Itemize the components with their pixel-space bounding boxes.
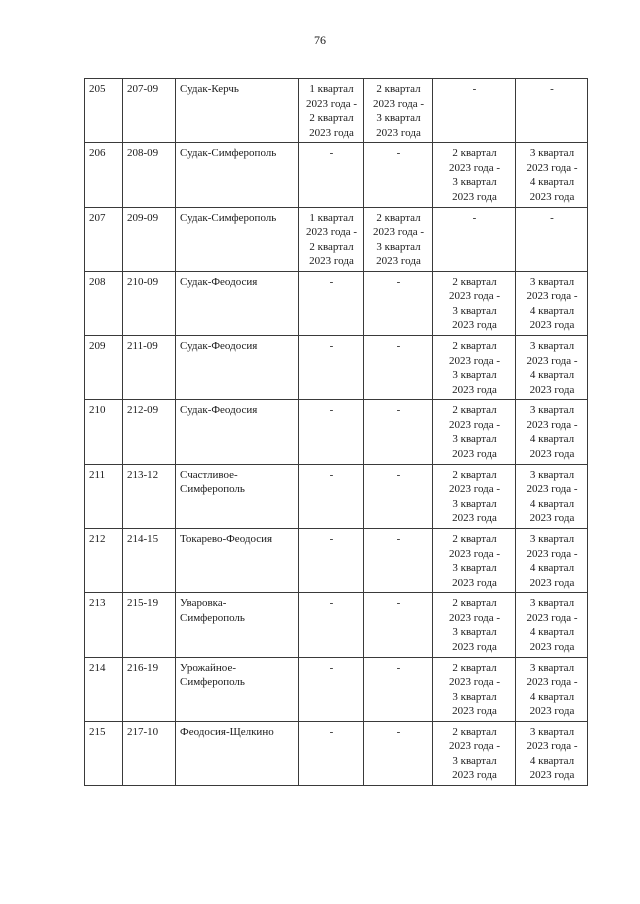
period-3-cell: - bbox=[433, 207, 516, 271]
period-2-cell: 2 квартал 2023 года - 3 квартал 2023 года bbox=[364, 207, 433, 271]
period-1-cell: - bbox=[299, 336, 364, 400]
period-3-cell: 2 квартал 2023 года - 3 квартал 2023 года bbox=[433, 400, 516, 464]
route-code-cell: 208-09 bbox=[123, 143, 176, 207]
row-number-cell: 209 bbox=[85, 336, 123, 400]
period-1-cell: - bbox=[299, 721, 364, 785]
row-number-cell: 205 bbox=[85, 79, 123, 143]
route-name-cell: Судак-Феодосия bbox=[176, 400, 299, 464]
period-2-cell: 2 квартал 2023 года - 3 квартал 2023 года bbox=[364, 79, 433, 143]
row-number-cell: 206 bbox=[85, 143, 123, 207]
row-number-cell: 211 bbox=[85, 464, 123, 528]
route-name-cell: Судак-Симферополь bbox=[176, 143, 299, 207]
period-2-cell: - bbox=[364, 721, 433, 785]
row-number-cell: 213 bbox=[85, 593, 123, 657]
period-4-cell: 3 квартал 2023 года - 4 квартал 2023 года bbox=[516, 271, 588, 335]
route-code-cell: 211-09 bbox=[123, 336, 176, 400]
route-schedule-table bbox=[84, 78, 588, 786]
row-number-cell: 210 bbox=[85, 400, 123, 464]
row-number-cell: 212 bbox=[85, 529, 123, 593]
route-name-cell: Феодосия-Щелкино bbox=[176, 721, 299, 785]
route-code-cell: 213-12 bbox=[123, 464, 176, 528]
period-4-cell: - bbox=[516, 207, 588, 271]
period-4-cell: 3 квартал 2023 года - 4 квартал 2023 года bbox=[516, 657, 588, 721]
row-number-cell: 208 bbox=[85, 271, 123, 335]
route-name-cell: Урожайное- Симферополь bbox=[176, 657, 299, 721]
table-row bbox=[85, 271, 588, 335]
period-2-cell: - bbox=[364, 400, 433, 464]
period-1-cell: - bbox=[299, 593, 364, 657]
route-code-cell: 210-09 bbox=[123, 271, 176, 335]
route-name-cell: Судак-Симферополь bbox=[176, 207, 299, 271]
period-2-cell: - bbox=[364, 464, 433, 528]
route-code-cell: 207-09 bbox=[123, 79, 176, 143]
period-3-cell: 2 квартал 2023 года - 3 квартал 2023 года bbox=[433, 464, 516, 528]
period-3-cell: 2 квартал 2023 года - 3 квартал 2023 года bbox=[433, 271, 516, 335]
table-row bbox=[85, 529, 588, 593]
period-4-cell: 3 квартал 2023 года - 4 квартал 2023 года bbox=[516, 529, 588, 593]
period-3-cell: - bbox=[433, 79, 516, 143]
period-4-cell: 3 квартал 2023 года - 4 квартал 2023 года bbox=[516, 464, 588, 528]
route-code-cell: 215-19 bbox=[123, 593, 176, 657]
period-3-cell: 2 квартал 2023 года - 3 квартал 2023 года bbox=[433, 143, 516, 207]
period-1-cell: - bbox=[299, 464, 364, 528]
period-4-cell: 3 квартал 2023 года - 4 квартал 2023 года bbox=[516, 143, 588, 207]
period-2-cell: - bbox=[364, 593, 433, 657]
table-row bbox=[85, 464, 588, 528]
route-name-cell: Судак-Феодосия bbox=[176, 336, 299, 400]
period-2-cell: - bbox=[364, 657, 433, 721]
period-2-cell: - bbox=[364, 529, 433, 593]
period-1-cell: - bbox=[299, 271, 364, 335]
period-3-cell: 2 квартал 2023 года - 3 квартал 2023 года bbox=[433, 336, 516, 400]
table-row bbox=[85, 207, 588, 271]
period-4-cell: 3 квартал 2023 года - 4 квартал 2023 года bbox=[516, 593, 588, 657]
period-3-cell: 2 квартал 2023 года - 3 квартал 2023 года bbox=[433, 529, 516, 593]
route-code-cell: 217-10 bbox=[123, 721, 176, 785]
period-4-cell: 3 квартал 2023 года - 4 квартал 2023 года bbox=[516, 336, 588, 400]
route-name-cell: Уваровка- Симферополь bbox=[176, 593, 299, 657]
table-row bbox=[85, 593, 588, 657]
period-1-cell: 1 квартал 2023 года - 2 квартал 2023 года bbox=[299, 207, 364, 271]
period-1-cell: - bbox=[299, 529, 364, 593]
period-1-cell: - bbox=[299, 400, 364, 464]
route-name-cell: Счастливое- Симферополь bbox=[176, 464, 299, 528]
row-number-cell: 214 bbox=[85, 657, 123, 721]
table-row bbox=[85, 336, 588, 400]
route-name-cell: Судак-Феодосия bbox=[176, 271, 299, 335]
table-row bbox=[85, 721, 588, 785]
row-number-cell: 215 bbox=[85, 721, 123, 785]
table-row bbox=[85, 400, 588, 464]
table-row bbox=[85, 79, 588, 143]
row-number-cell: 207 bbox=[85, 207, 123, 271]
period-3-cell: 2 квартал 2023 года - 3 квартал 2023 года bbox=[433, 721, 516, 785]
period-3-cell: 2 квартал 2023 года - 3 квартал 2023 года bbox=[433, 593, 516, 657]
route-code-cell: 209-09 bbox=[123, 207, 176, 271]
period-4-cell: 3 квартал 2023 года - 4 квартал 2023 года bbox=[516, 400, 588, 464]
table-row bbox=[85, 657, 588, 721]
period-1-cell: - bbox=[299, 143, 364, 207]
period-2-cell: - bbox=[364, 271, 433, 335]
period-2-cell: - bbox=[364, 143, 433, 207]
route-code-cell: 216-19 bbox=[123, 657, 176, 721]
table-row bbox=[85, 143, 588, 207]
period-2-cell: - bbox=[364, 336, 433, 400]
route-name-cell: Судак-Керчь bbox=[176, 79, 299, 143]
period-4-cell: - bbox=[516, 79, 588, 143]
page-number: 76 bbox=[314, 33, 326, 47]
period-3-cell: 2 квартал 2023 года - 3 квартал 2023 года bbox=[433, 657, 516, 721]
period-1-cell: - bbox=[299, 657, 364, 721]
period-4-cell: 3 квартал 2023 года - 4 квартал 2023 года bbox=[516, 721, 588, 785]
route-name-cell: Токарево-Феодосия bbox=[176, 529, 299, 593]
route-code-cell: 214-15 bbox=[123, 529, 176, 593]
period-1-cell: 1 квартал 2023 года - 2 квартал 2023 года bbox=[299, 79, 364, 143]
route-code-cell: 212-09 bbox=[123, 400, 176, 464]
